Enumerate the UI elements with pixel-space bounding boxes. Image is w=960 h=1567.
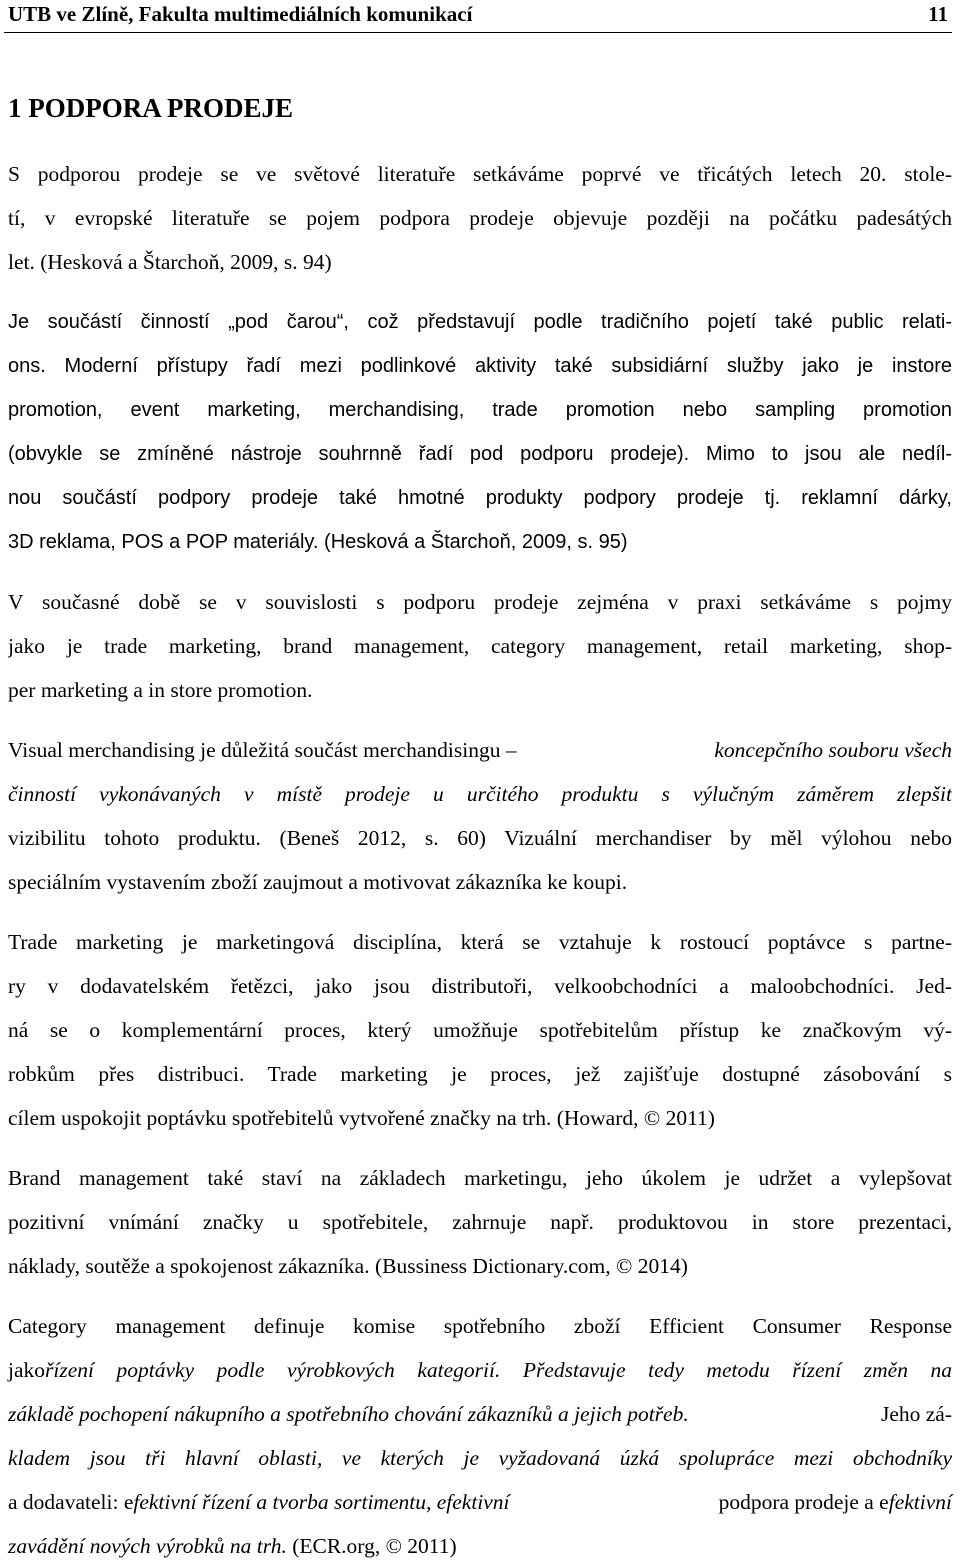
text-line: V současné době se v souvislosti s podporu prodeje zejména v praxi setkáváme s pojmy — [8, 590, 952, 614]
text-segment-italic: koncepčního souboru všech — [714, 738, 952, 762]
text-run — [8, 1488, 510, 1516]
text-segment-italic: základě pochopení nákupního a spotřebního chování zákazníků a jejich potřeb. — [8, 1402, 689, 1426]
text-segment: Visual merchandising je důležitá součást merchandisingu – — [8, 738, 517, 762]
text-segment-italic: fektivní řízení a tvorba sortimentu, efektivní — [133, 1490, 510, 1514]
text-line — [8, 736, 952, 764]
text-line: tí, v evropské literatuře se pojem podpora prodeje objevuje později na počátku padesátých — [8, 206, 952, 230]
text-line: ons. Moderní přístupy řadí mezi podlinkové aktivity také subsidiární služby jako je instore — [8, 355, 952, 377]
text-segment-italic: zavádění nových výrobků na trh. — [8, 1534, 287, 1558]
text-line-italic: činností vykonávaných v místě prodeje u určitého produktu s výlučným záměrem zlepšit — [8, 782, 952, 806]
text-line: (obvykle se zmíněné nástroje souhrnně řadí pod podporu prodeje). Mimo to jsou ale nedíl- — [8, 443, 952, 465]
text-line: Category management definuje komise spotřebního zboží Efficient Consumer Response — [8, 1314, 952, 1338]
text-line: speciálním vystavením zboží zaujmout a motivovat zákazníka ke koupi. — [8, 870, 628, 894]
text-line: cílem uspokojit poptávku spotřebitelů vytvořené značky na trh. (Howard, © 2011) — [8, 1106, 715, 1130]
text-line: ná se o komplementární proces, který umožňuje spotřebitelům přístup ke značkovým vý- — [8, 1018, 952, 1042]
text-segment-italic: řízení poptávky podle výrobkových kategorií. Představuje tedy metodu řízení změn na — [45, 1358, 952, 1382]
text-line: let. (Hesková a Štarchoň, 2009, s. 94) — [8, 250, 332, 274]
text-line: jako je trade marketing, brand management, category management, retail marketing, shop- — [8, 634, 952, 658]
text-line: S podporou prodeje se ve světové literatuře setkáváme poprvé ve třicátých letech 20. stole- — [8, 162, 952, 186]
chapter-title: 1 PODPORA PRODEJE — [8, 93, 294, 123]
text-segment: Jeho zá- — [880, 1402, 952, 1426]
text-line — [8, 1488, 952, 1516]
text-line — [8, 1400, 952, 1428]
text-line: Je součástí činností „pod čarou“, což představují podle tradičního pojetí také public relati- — [8, 311, 952, 333]
text-segment: podpora prodeje a e — [718, 1490, 889, 1514]
text-line: 3D reklama, POS a POP materiály. (Hesková a Štarchoň, 2009, s. 95) — [8, 531, 628, 553]
text-line — [8, 1356, 952, 1384]
text-line: náklady, soutěže a spokojenost zákazníka. (Bussiness Dictionary.com, © 2014) — [8, 1254, 688, 1278]
header-page-number: 11 — [928, 2, 948, 26]
text-line: vizibilitu tohoto produktu. (Beneš 2012, s. 60) Vizuální merchandiser by měl výlohou nebo — [8, 826, 952, 850]
text-segment: (ECR.org, © 2011) — [286, 1534, 457, 1558]
text-segment-italic: fektivní — [888, 1490, 952, 1514]
text-line: ry v dodavatelském řetězci, jako jsou distributoři, velkoobchodníci a maloobchodníci. Jed- — [8, 974, 952, 998]
text-line: Trade marketing je marketingová disciplína, která se vztahuje k rostoucí poptávce s partne- — [8, 930, 952, 954]
text-line: promotion, event marketing, merchandising, trade promotion nebo sampling promotion — [8, 399, 952, 421]
text-segment: jako — [8, 1358, 46, 1382]
running-header — [4, 0, 952, 33]
text-line: nou součástí podpory prodeje také hmotné produkty podpory prodeje tj. reklamní dárky, — [8, 487, 952, 509]
header-institution: UTB ve Zlíně, Fakulta multimediálních komunikací — [8, 2, 473, 26]
text-segment: a dodavateli: e — [8, 1490, 134, 1514]
text-line — [8, 1532, 952, 1560]
text-line: Brand management také staví na základech marketingu, jeho úkolem je udržet a vylepšovat — [8, 1166, 952, 1190]
text-line-italic: kladem jsou tři hlavní oblasti, ve kterých je vyžadovaná úzká spolupráce mezi obchodníky — [8, 1446, 952, 1470]
text-line: robkům přes distribuci. Trade marketing je proces, jež zajišťuje dostupné zásobování s — [8, 1062, 952, 1086]
text-line: per marketing a in store promotion. — [8, 678, 313, 702]
text-run — [719, 1488, 952, 1516]
text-line: pozitivní vnímání značky u spotřebitele, zahrnuje např. produktovou in store prezentaci, — [8, 1210, 952, 1234]
